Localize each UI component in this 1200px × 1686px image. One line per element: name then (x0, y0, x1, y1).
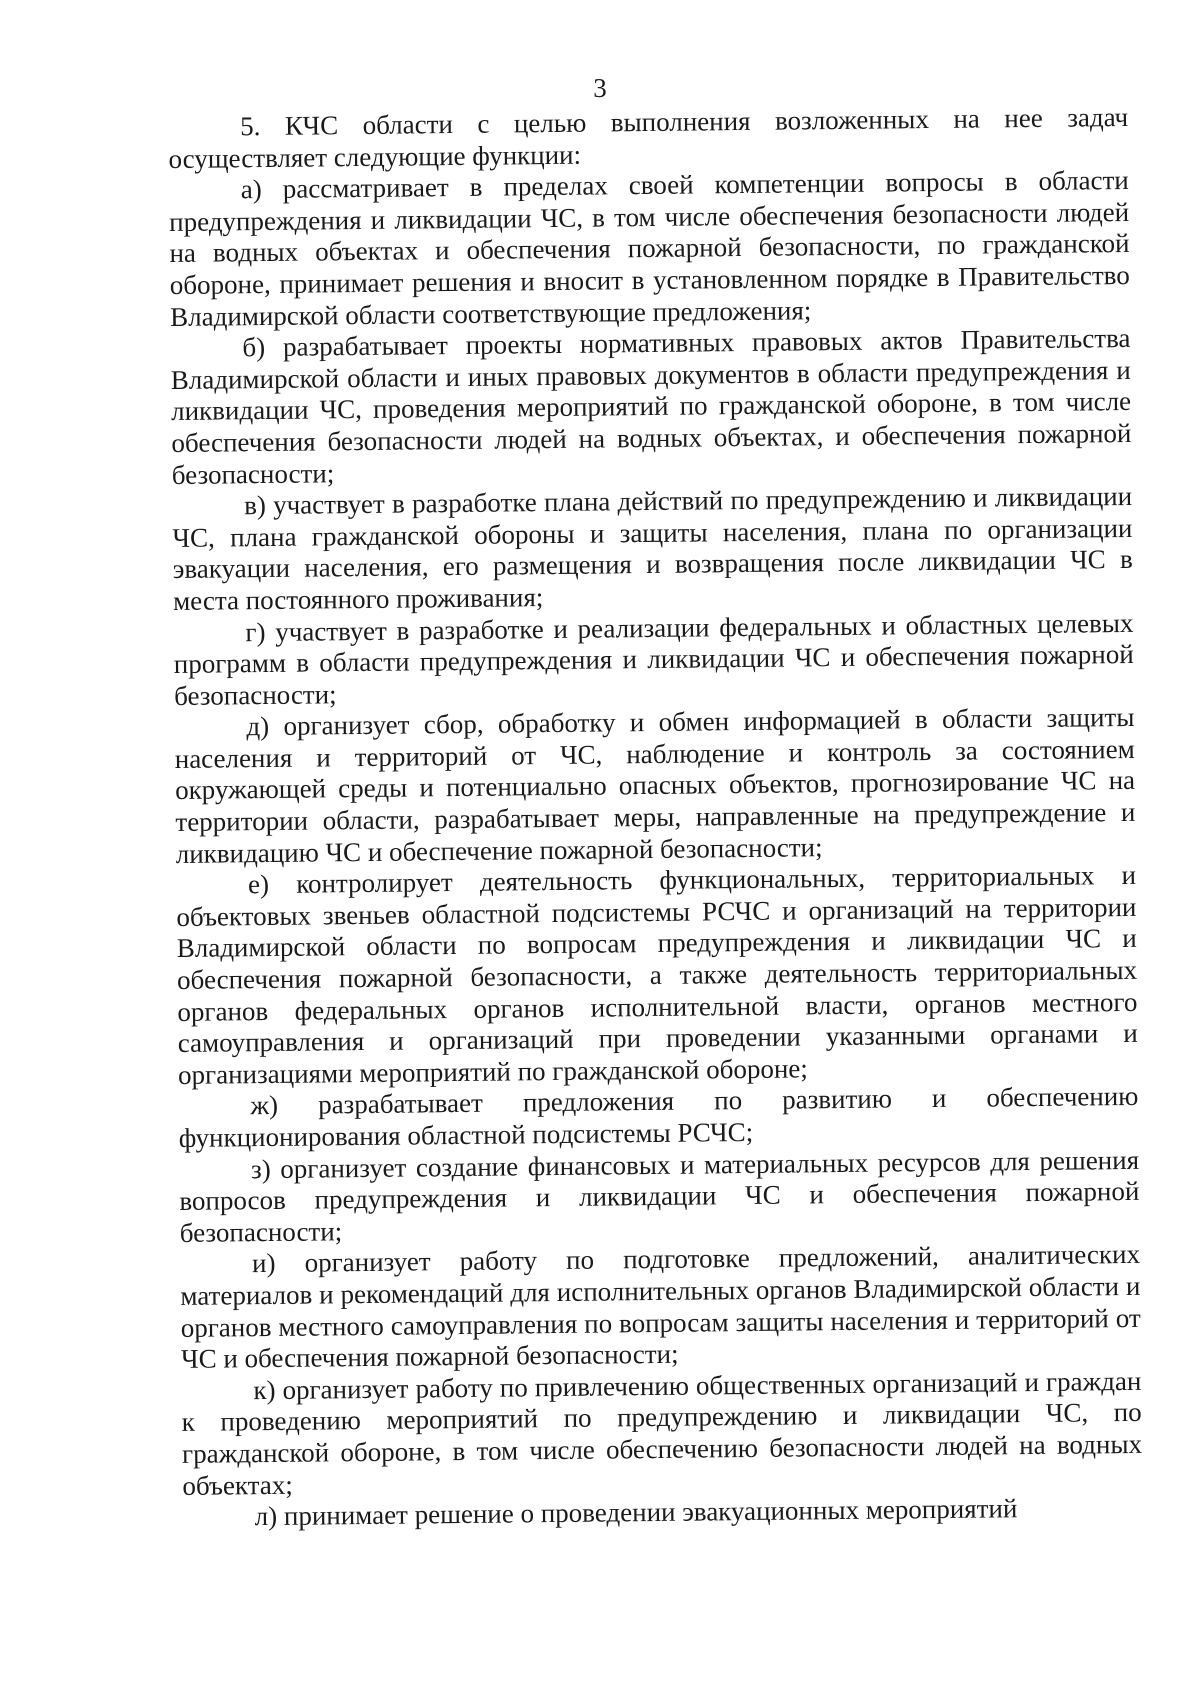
paragraph-item-5: 5. КЧС области с целью выполнения возложенных на нее задач осуществляет следующие функции: (168, 101, 1129, 174)
paragraph-subitem-k: к) организует работу по привлечению общественных организаций и граждан к проведению мероприятий по предупреждению и ликвидации ЧС, по гражданской обороне, в том числе обеспечению безопасности людей на водных объектах; (181, 1365, 1143, 1501)
paragraph-subitem-e: е) контролирует деятельность функциональных, территориальных и объектовых звеньев областной подсистемы РСЧС и организаций на территории Владимирской области по вопросам предупреждения и ликвидации ЧС и обеспечения пожарной безопасности, а также деятельность территориальных органов федеральных органов исполнительной власти, органов местного самоуправления и организаций при проведении указанными органами и организациями мероприятий по гражданской обороне; (176, 860, 1138, 1090)
paragraph-subitem-l: л) принимает решение о проведении эвакуационных мероприятий (254, 1493, 1018, 1532)
paragraph-subitem-b: б) разрабатывает проекты нормативных правовых актов Правительства Владимирской области и иных правовых документов в области предупреждения и ликвидации ЧС, проведения мероприятий по гражданской обороне, в том числе обеспечения безопасности людей на водных объектах, и обеспечения пожарной безопасности; (170, 323, 1132, 490)
paragraph-subitem-g: г) участвует в разработке и реализации федеральных и областных целевых программ в области предупреждения и ликвидации ЧС и обеспечения пожарной безопасности; (173, 607, 1134, 711)
paragraph-subitem-d: д) организует сбор, обработку и обмен информацией в области защиты населения и территорий от ЧС, наблюдение и контроль за состоянием окружающей среды и потенциально опасных объектов, прогнозирование ЧС на территории области, разрабатывает меры, направленные на предупреждение и ликвидацию ЧС и обеспечение пожарной безопасности; (174, 702, 1136, 869)
paragraph-subitem-z: з) организует создание финансовых и материальных ресурсов для решения вопросов предупреждения и ликвидации ЧС и обеспечения пожарной безопасности; (179, 1144, 1140, 1248)
paragraph-subitem-v: в) участвует в разработке плана действий по предупреждению и ликвидации ЧС, плана гражданской обороны и защиты населения, плана по организации эвакуации населения, его размещения и возвращения после ликвидации ЧС в места постоянного проживания; (172, 481, 1133, 616)
document-body (168, 102, 1143, 1534)
page-number: 3 (593, 73, 607, 103)
paragraph-subitem-i: и) организует работу по подготовке предложений, аналитических материалов и рекомендаций для исполнительных органов Владимирской области и органов местного самоуправления по вопросам защиты населения и территорий от ЧС и обеспечения пожарной безопасности; (180, 1239, 1141, 1375)
paragraph-subitem-zh: ж) разрабатывает предложения по развитию и обеспечению функционирования областной подсистемы РСЧС; (178, 1081, 1139, 1153)
paragraph-subitem-a: а) рассматривает в пределах своей компетенции вопросы в области предупреждения и ликвидации ЧС, в том числе обеспечения безопасности людей на водных объектах и обеспечения пожарной безопасности, по гражданской обороне, принимает решения и вносит в установленном порядке в Правительство Владимирской области соответствующие предложения; (168, 165, 1130, 332)
